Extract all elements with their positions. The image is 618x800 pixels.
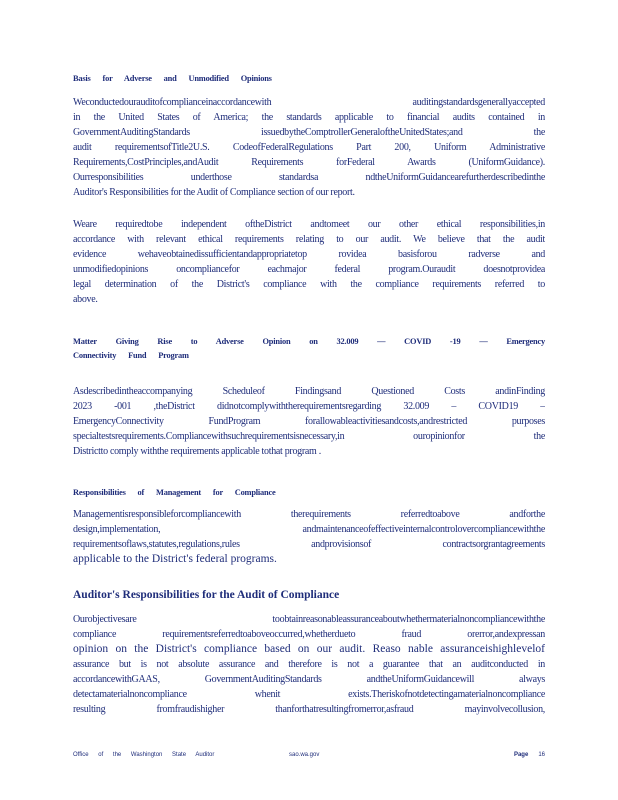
text-line: assurance but is not absolute assurance and therefore is not a guarantee that an auditconducted in bbox=[73, 659, 545, 670]
text-line: Asdescribedintheaccompanying Scheduleof Findingsand Questioned Costs andinFinding bbox=[73, 386, 545, 397]
text-line: design,implementation, andmaintenanceofeffectiveinternalcontrolovercompliancewiththe bbox=[73, 524, 545, 535]
text-line: legal determination of the District's compliance with the compliance requirements referred to bbox=[73, 279, 545, 290]
footer-office-name: Office of the Washington State Auditor bbox=[73, 752, 215, 758]
text-line: accordance with relevant ethical requirements relating to our audit. We believe that the audit bbox=[73, 234, 545, 245]
text-line: audit requirementsofTitle2U.S. CodeofFederalRegulations Part 200, Uniform Administrative bbox=[73, 142, 545, 153]
text-line: compliance requirementsreferredtoaboveoccurred,whetherdueto fraud orerror,andexpressan bbox=[73, 629, 545, 640]
heading-basis-for-opinions: Basis for Adverse and Unmodified Opinions bbox=[73, 74, 272, 83]
text-line: Weconductedourauditofcomplianceinaccordancewith auditingstandardsgenerallyaccepted bbox=[73, 97, 545, 108]
text-line: requirementsoflaws,statutes,regulations,rules andprovisionsof contractsorgrantagreements bbox=[73, 539, 545, 550]
text-line: specialtestsrequirements.Compliancewithsuchrequirementsisnecessary,in ouropinionfor the bbox=[73, 431, 545, 442]
paragraph-auditor bbox=[73, 612, 545, 717]
text-line: applicable to the District's federal programs. bbox=[73, 553, 277, 565]
heading-line: Matter Giving Rise to Adverse Opinion on 32.009 — COVID -19 — Emergency bbox=[73, 337, 545, 346]
text-line: Districtto comply withthe requirements applicable tothat program . bbox=[73, 446, 321, 457]
text-line: above. bbox=[73, 294, 98, 305]
heading-management-responsibilities: Responsibilities of Management for Compliance bbox=[73, 488, 276, 497]
text-line: in the United States of America; the standards applicable to financial audits contained in bbox=[73, 112, 545, 123]
text-line: evidence wehaveobtainedissufficientandappropriatetop rovidea basisforou radverse and bbox=[73, 249, 545, 260]
text-line: resulting fromfraudishigher thanforthatresultingfromerror,asfraud mayinvolvecollusion, bbox=[73, 704, 545, 715]
text-line: unmodifiedopinions oncompliancefor eachmajor federal program.Ouraudit doesnotprovidea bbox=[73, 264, 545, 275]
paragraph-basis-2 bbox=[73, 217, 545, 307]
page-label: Page bbox=[513, 752, 529, 758]
text-line: Weare requiredtobe independent oftheDistrict andtomeet our other ethical responsibilities,in bbox=[73, 219, 545, 230]
text-line: Ourresponsibilities underthose standardsa ndtheUniformGuidancearefurtherdescribedinthe bbox=[73, 172, 545, 183]
text-line: Ourobjectivesare toobtainreasonableassuranceaboutwhethermaterialnoncompliancewiththe bbox=[73, 614, 545, 625]
text-line: Managementisresponsibleforcompliancewith therequirements referredtoabove andforthe bbox=[73, 509, 545, 520]
heading-auditor-responsibilities: Auditor's Responsibilities for the Audit of Compliance bbox=[73, 589, 340, 601]
text-line: opinion on the District's compliance based on our audit. Reaso nable assuranceishighlevelof bbox=[73, 643, 545, 655]
text-line: detectamaterialnoncompliance whenit exists.Theriskofnotdetectingamaterialnoncompliance bbox=[73, 689, 545, 700]
text-line: Requirements,CostPrinciples,andAudit Requirements forFederal Awards (UniformGuidance). bbox=[73, 157, 545, 168]
text-line: EmergencyConnectivity FundProgram forallowableactivitiesandcosts,andrestricted purposes bbox=[73, 416, 545, 427]
footer-page-number bbox=[514, 752, 545, 758]
paragraph-matter bbox=[73, 384, 545, 459]
paragraph-basis-1 bbox=[73, 95, 545, 200]
heading-matter-adverse-opinion bbox=[73, 335, 545, 363]
text-line: Auditor's Responsibilities for the Audit of Compliance section of our report. bbox=[73, 187, 355, 198]
paragraph-management bbox=[73, 507, 545, 567]
footer-website: sao.wa.gov bbox=[289, 752, 320, 758]
text-line: GovernmentAuditingStandards issuedbytheComptrollerGeneraloftheUnitedStates;and the bbox=[73, 127, 545, 138]
text-line: 2023 -001 ,theDistrict didnotcomplywiththerequirementsregarding 32.009 – COVID19 – bbox=[73, 401, 545, 412]
page-number: 16 bbox=[538, 752, 545, 758]
heading-line: Connectivity Fund Program bbox=[73, 351, 189, 360]
text-line: accordancewithGAAS, GovernmentAuditingStandards andtheUniformGuidancewill always bbox=[73, 674, 545, 685]
